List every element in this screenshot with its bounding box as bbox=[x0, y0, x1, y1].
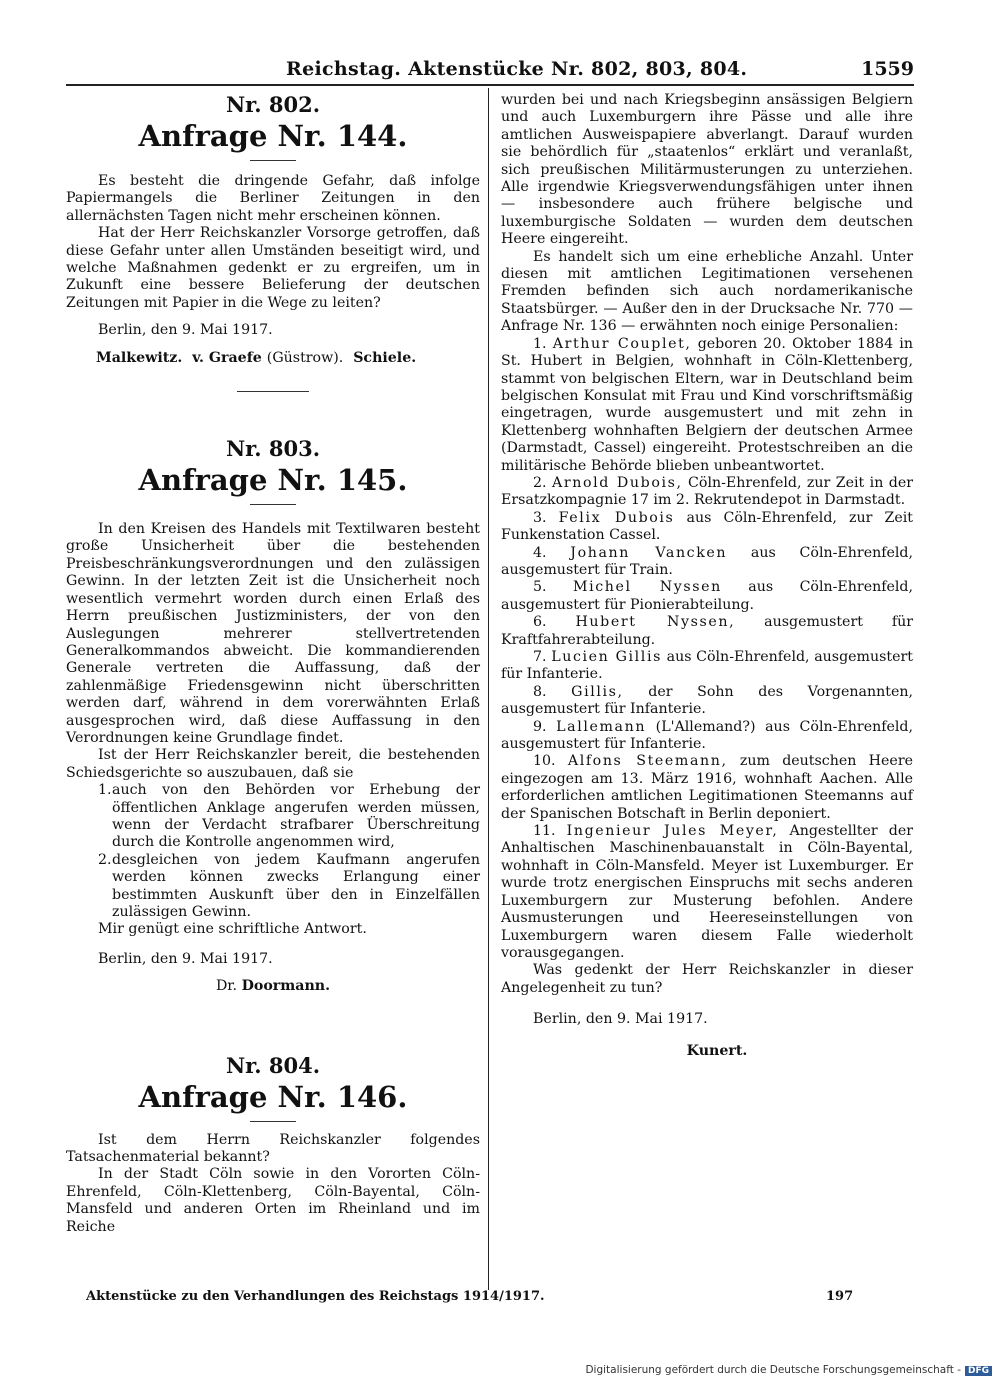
paragraph: Es handelt sich um eine erhebliche Anzahl. Unter diesen mit amtlichen Legitimationen versehenen Fremden befinden sich auch nordamerikanische Staatsbürger. — Außer den in der Drucksache Nr. 770 — Anfrage Nr. 136 — erwähnten noch einige Personalien: bbox=[501, 248, 913, 335]
person-name: Johann Vancken bbox=[570, 544, 728, 561]
signature: Malkewitz. bbox=[96, 349, 183, 366]
list-item: 6. Hubert Nyssen, ausgemustert für Kraftfahrerabteilung. bbox=[501, 614, 913, 648]
list-item: 4. Johann Vancken aus Cöln-Ehrenfeld, ausgemustert für Train. bbox=[501, 544, 913, 578]
paragraph: Es besteht die dringende Gefahr, daß infolge Papiermangels die Berliner Zeitungen in den allernächsten Tagen nicht mehr erscheinen können. bbox=[66, 173, 480, 224]
signature-line bbox=[66, 978, 480, 995]
list-item: 2. Arnold Dubois, Cöln-Ehrenfeld, zur Zeit in der Ersatzkompagnie 17 im 2. Rekrutendepot in Darmstadt. bbox=[501, 474, 914, 509]
title-rule bbox=[250, 160, 296, 161]
paragraph: Mir genügt eine schriftliche Antwort. bbox=[98, 921, 367, 938]
list-item: 5. Michel Nyssen aus Cöln-Ehrenfeld, ausgemustert für Pionierabteilung. bbox=[501, 579, 914, 613]
list-item: 7. Lucien Gillis aus Cöln-Ehrenfeld, ausgemustert für Infanterie. bbox=[501, 649, 914, 683]
dfg-logo: DFG bbox=[965, 1366, 992, 1376]
signature: Kunert. bbox=[686, 1042, 748, 1059]
document-number: Nr. 803. bbox=[225, 436, 321, 462]
paragraph: In den Kreisen des Handels mit Textilwaren besteht große Unsicherheit über die bestehenden Preisbeschränkungsverordnungen und den zulässigen Gewinn. In der letzten Zeit ist die Unsicherheit noch wesentlich vermehrt worden durch einen Erlaß des Herrn preußischen Justizministers, der von den Auslegungen mehrerer stellvertretenden Generalkommandos abweicht. Die kommandierenden Generale vertreten die Auffassung, daß der zahlenmäßige Friedensgewinn nicht überschritten werden darf, während in dem vorerwähnten Erlaß ausgesprochen wird, daß diese Auffassung in den Verordnungen keine Grundlage findet. bbox=[66, 521, 480, 746]
signature-title: Dr. bbox=[215, 978, 238, 995]
list-item: 9. Lallemann (L'Allemand?) aus Cöln-Ehrenfeld, ausgemustert für Infanterie. bbox=[501, 718, 914, 753]
inquiry-title: Anfrage Nr. 146. bbox=[138, 1079, 408, 1114]
document-804 bbox=[66, 1053, 480, 1236]
signature: v. Graefe bbox=[192, 349, 262, 366]
column-divider bbox=[488, 88, 489, 1290]
paragraph: Ist der Herr Reichskanzler bereit, die bestehenden Schiedsgerichte so auszubauen, daß sie bbox=[66, 747, 480, 781]
date-line: Berlin, den 9. Mai 1917. bbox=[98, 950, 273, 967]
list-item: 1. auch von den Behörden vor Erhebung der öffentlichen Anklage angerufen werden müssen, wenn der Verdacht strafbarer Überschreitung durch die Kontrolle angenommen wird, bbox=[98, 782, 480, 851]
paragraph: Hat der Herr Reichskanzler Vorsorge getroffen, daß diese Gefahr unter allen Umständen beseitigt wird, und welche Maßnahmen gedenkt er zu ergreifen, um in Zukunft eine bessere Belieferung der deutschen Zeitungen mit Papier in die Wege zu leiten? bbox=[66, 225, 480, 311]
document-803 bbox=[66, 436, 480, 996]
list-item: 10. Alfons Steemann, zum deutschen Heere eingezogen am 13. März 1916, wohnhaft Aachen. Alle erforderlichen amtlichen Legitimationen Steemanns auf der Spanischen Botschaft in Berlin deponiert. bbox=[501, 753, 914, 822]
person-name: Lucien Gillis bbox=[551, 649, 662, 665]
paragraph: Was gedenkt der Herr Reichskanzler in dieser Angelegenheit zu tun? bbox=[501, 962, 913, 996]
document-number: Nr. 802. bbox=[225, 92, 321, 117]
inquiry-title: Anfrage Nr. 145. bbox=[138, 463, 408, 498]
document-802 bbox=[66, 92, 480, 367]
left-column bbox=[66, 92, 480, 1236]
paragraph: Ist dem Herrn Reichskanzler folgendes Tatsachenmaterial bekannt? bbox=[66, 1131, 480, 1166]
date-line: Berlin, den 9. Mai 1917. bbox=[98, 322, 273, 339]
paragraph: wurden bei und nach Kriegsbeginn ansässigen Belgiern und auch Luxemburgern ihre Pässe und alle ihre amtlichen Ausweispapiere abverlangt. Darauf wurden sie behördlich für „staatenlos“ erklärt und veranlaßt, sich preußischen Militärmusterungen zu unterziehen. Alle irgendwie Kriegsverwendungsfähigen unter ihnen — insbesondere auch frühere belgische und luxemburgische Soldaten — wurden dem deutschen Heere eingereiht. bbox=[501, 92, 913, 248]
inquiry-title: Anfrage Nr. 144. bbox=[138, 119, 408, 153]
section-spacer bbox=[237, 1022, 309, 1023]
title-rule bbox=[250, 1121, 296, 1122]
person-name: Lallemann bbox=[556, 718, 647, 735]
signature: Doormann. bbox=[241, 978, 331, 995]
right-column bbox=[501, 92, 913, 1060]
running-title: Reichstag. Aktenstücke Nr. 802, 803, 804. bbox=[286, 58, 748, 80]
person-name: Ingenieur Jules Meyer, bbox=[566, 823, 779, 840]
person-name: Arthur Couplet, bbox=[552, 335, 692, 352]
list-item: 8. Gillis, der Sohn des Vorgenannten, ausgemustert für Infanterie. bbox=[501, 683, 913, 718]
numbered-list bbox=[66, 782, 480, 921]
footer-series-title: Aktenstücke zu den Verhandlungen des Reichstags 1914/1917. bbox=[86, 1289, 545, 1304]
signatures bbox=[66, 350, 480, 367]
header-rule bbox=[66, 84, 914, 86]
document-number: Nr. 804. bbox=[225, 1052, 321, 1078]
list-item: 2. desgleichen von jedem Kaufmann angerufen werden können zwecks Erlangung einer bestimmten Auskunft über den in Einzelfällen zulässigen Gewinn. bbox=[98, 851, 480, 920]
page-number: 1559 bbox=[861, 58, 914, 80]
list-item: 3. Felix Dubois aus Cöln-Ehrenfeld, zur Zeit Funkenstation Cassel. bbox=[501, 509, 913, 544]
signature: Schiele. bbox=[353, 349, 417, 366]
signature-place: (Güstrow). bbox=[266, 349, 344, 366]
person-name: Alfons Steemann, bbox=[567, 753, 728, 770]
section-rule bbox=[237, 391, 309, 392]
title-rule bbox=[250, 504, 296, 505]
running-header bbox=[66, 58, 914, 84]
person-name: Arnold Dubois, bbox=[551, 474, 683, 491]
footer-sheet-number: 197 bbox=[826, 1289, 854, 1304]
person-name: Felix Dubois bbox=[558, 509, 675, 526]
person-name: Michel Nyssen bbox=[572, 579, 722, 596]
credit-text: Digitalisierung gefördert durch die Deutsche Forschungsgemeinschaft - bbox=[585, 1364, 961, 1376]
list-item: 1. Arthur Couplet, geboren 20. Oktober 1884 in St. Hubert in Belgien, wohnhaft in Cöln-Klettenberg, stammt von belgischen Eltern, war in Deutschland beim belgischen Konsulat mit Frau und Kind vorschriftsmäßig eingetragen, wurde ausgemustert und mit zehn in Klettenberg wohnhaften Belgiern der deutschen Armee (Darmstadt, Cassel) eingereiht. Protestschreiben an die militärische Behörde blieben unbeantwortet. bbox=[501, 335, 913, 474]
person-list bbox=[501, 336, 913, 963]
person-name: Gillis, bbox=[571, 683, 624, 700]
date-line: Berlin, den 9. Mai 1917. bbox=[533, 1011, 708, 1028]
paragraph: In der Stadt Cöln sowie in den Vororten Cöln-Ehrenfeld, Cöln-Klettenberg, Cöln-Bayental, Cöln-Mansfeld und anderen Orten im Rheinland und im Reiche bbox=[66, 1166, 480, 1235]
funding-credit bbox=[585, 1364, 992, 1376]
list-item: 11. Ingenieur Jules Meyer, Angestellter der Anhaltischen Maschinenbauanstalt in Cöln-Bayental, wohnhaft in Cöln-Mansfeld. Meyer ist Luxemburger. Er wurde trotz energischen Einspruchs mit sechs anderen Luxemburgern zur Musterung befohlen. Andere Ausmusterungen und Heereseinstellungen von Luxemburgern waren diesem Falle wiederholt vorausgegangen. bbox=[501, 823, 913, 961]
person-name: Hubert Nyssen, bbox=[575, 614, 736, 631]
